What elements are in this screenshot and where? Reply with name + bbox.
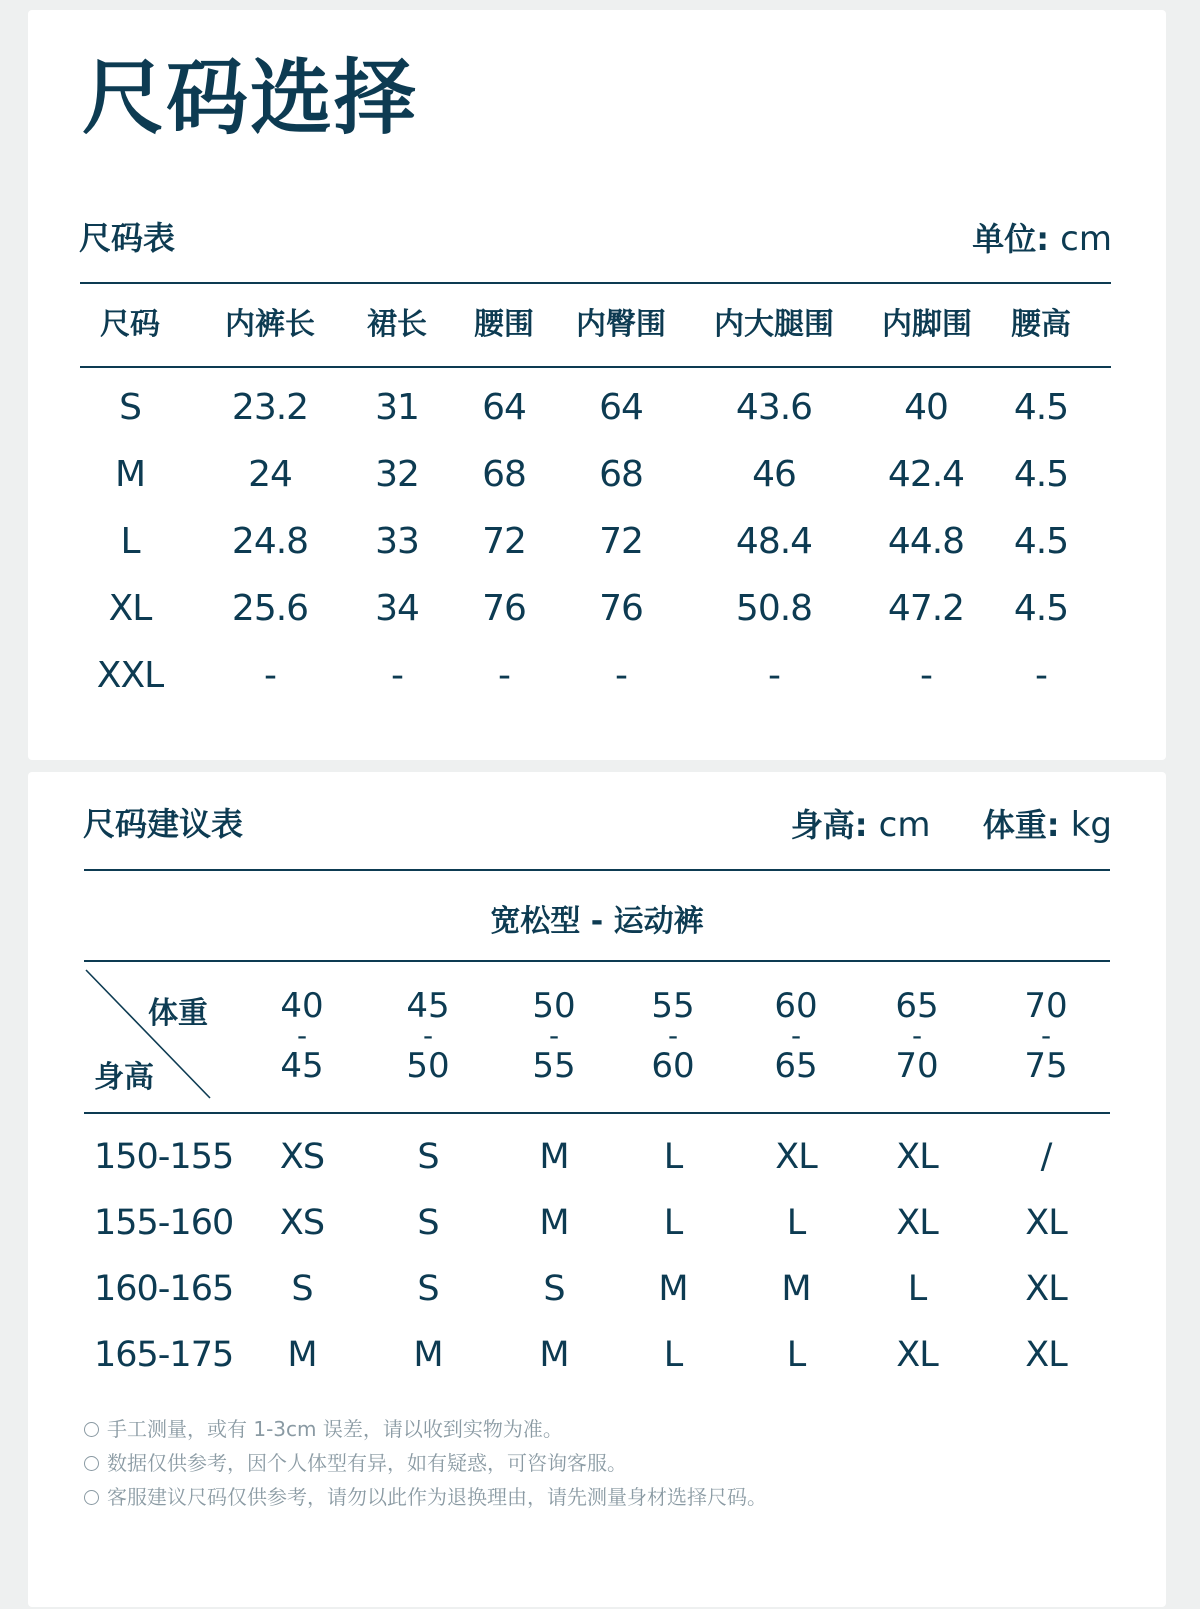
weight-range-header (502, 960, 606, 1112)
size-cell: M (781, 1269, 811, 1309)
size-cell: XS (279, 1137, 325, 1177)
circle-bullet-icon (84, 1456, 99, 1471)
height-range-cell: 165-175 (94, 1335, 234, 1375)
recommend-header-row (84, 960, 1110, 1112)
table-cell: 42.4 (887, 454, 965, 495)
size-cell: L (663, 1335, 683, 1375)
range-from: 45 (406, 986, 450, 1027)
note-item (84, 1446, 767, 1480)
column-header: 裙长 (367, 307, 427, 342)
size-cell: / (1040, 1137, 1052, 1177)
corner-height-label: 身高 (94, 1060, 154, 1095)
column-header: 腰高 (1011, 307, 1071, 342)
size-cell: M (658, 1269, 688, 1309)
range-to: 50 (406, 1045, 450, 1086)
column-header: 尺码 (100, 307, 160, 342)
recommend-header-rule (84, 1112, 1110, 1114)
table-cell: 68 (482, 454, 526, 495)
column-header: 内裤长 (225, 307, 315, 342)
height-range-cell: 155-160 (94, 1203, 234, 1243)
table-cell: - (615, 655, 627, 696)
table-cell: 4.5 (1013, 387, 1069, 428)
range-to: 45 (280, 1045, 324, 1086)
size-cell: S (417, 1137, 439, 1177)
recommend-table-units (790, 805, 1112, 845)
unit-value: cm (1060, 219, 1112, 259)
table-cell: - (264, 655, 276, 696)
table-row (82, 575, 1112, 642)
table-row (84, 1322, 1110, 1388)
height-range-cell: 150-155 (94, 1137, 234, 1177)
size-cell: XL (1025, 1203, 1067, 1243)
table-cell: 24 (248, 454, 292, 495)
range-to: 75 (1024, 1045, 1068, 1086)
size-cell: XL (896, 1137, 938, 1177)
table-cell: 76 (599, 588, 643, 629)
range-to: 65 (774, 1045, 818, 1086)
table-cell: 40 (904, 387, 948, 428)
table-cell: 34 (375, 588, 419, 629)
table-cell: 76 (482, 588, 526, 629)
column-header: 内臀围 (576, 307, 666, 342)
size-cell: M (287, 1335, 317, 1375)
table-cell: 50.8 (735, 588, 813, 629)
table-cell: 25.6 (231, 588, 309, 629)
range-from: 70 (1024, 986, 1068, 1027)
table-cell: XL (108, 588, 152, 629)
size-table-header-row (82, 284, 1112, 366)
note-text: 数据仅供参考，因个人体型有异，如有疑惑，可咨询客服。 (107, 1451, 627, 1475)
weight-unit-label: 体重: (982, 806, 1060, 844)
size-cell: XL (896, 1335, 938, 1375)
recommend-top-rule (84, 869, 1110, 871)
height-unit-value: cm (878, 805, 931, 845)
table-cell: 64 (599, 387, 643, 428)
range-from: 65 (895, 986, 939, 1027)
table-cell: 23.2 (231, 387, 309, 428)
size-cell: L (663, 1203, 683, 1243)
size-cell: M (539, 1137, 569, 1177)
range-dash: - (422, 1019, 434, 1053)
range-dash: - (790, 1019, 802, 1053)
table-cell: 72 (482, 521, 526, 562)
range-from: 60 (774, 986, 818, 1027)
table-cell: - (768, 655, 780, 696)
unit-label: 单位: (972, 220, 1050, 258)
range-dash: - (667, 1019, 679, 1053)
table-cell: 48.4 (735, 521, 813, 562)
table-row (84, 1124, 1110, 1190)
table-cell: 68 (599, 454, 643, 495)
table-cell: 64 (482, 387, 526, 428)
height-unit-label: 身高: (790, 806, 868, 844)
note-item (84, 1412, 767, 1446)
table-cell: 44.8 (887, 521, 965, 562)
table-cell: - (391, 655, 403, 696)
size-table-header-rule (80, 366, 1111, 368)
note-item (84, 1480, 767, 1514)
size-cell: XS (279, 1203, 325, 1243)
table-cell: 4.5 (1013, 521, 1069, 562)
weight-range-header (250, 960, 354, 1112)
size-table-title: 尺码表 (79, 219, 176, 257)
recommend-table-title: 尺码建议表 (83, 805, 244, 843)
table-cell: 46 (752, 454, 796, 495)
size-cell: XL (896, 1203, 938, 1243)
range-dash: - (1040, 1019, 1052, 1053)
size-cell: L (786, 1203, 806, 1243)
range-to: 60 (651, 1045, 695, 1086)
page-title: 尺码选择 (82, 51, 419, 146)
table-cell: L (120, 521, 140, 562)
table-cell: 32 (375, 454, 419, 495)
table-cell: - (920, 655, 932, 696)
table-row (82, 508, 1112, 575)
size-cell: L (663, 1137, 683, 1177)
table-cell: M (114, 454, 146, 495)
weight-range-header (982, 960, 1110, 1112)
range-dash: - (548, 1019, 560, 1053)
table-cell: XXL (96, 655, 164, 696)
table-cell: S (119, 387, 141, 428)
range-to: 70 (895, 1045, 939, 1086)
size-chart-card (28, 10, 1166, 760)
range-from: 55 (651, 986, 695, 1027)
column-header: 内脚围 (882, 307, 972, 342)
size-cell: XL (775, 1137, 817, 1177)
table-row (82, 374, 1112, 441)
range-from: 50 (532, 986, 576, 1027)
table-cell: 24.8 (231, 521, 309, 562)
size-cell: XL (1025, 1269, 1067, 1309)
column-header: 内大腿围 (714, 307, 834, 342)
weight-range-header (606, 960, 740, 1112)
size-cell: M (413, 1335, 443, 1375)
weight-unit-value: kg (1070, 805, 1112, 845)
table-row (84, 1190, 1110, 1256)
table-row (84, 1256, 1110, 1322)
table-cell: 47.2 (887, 588, 965, 629)
notes-list (84, 1412, 767, 1514)
range-from: 40 (280, 986, 324, 1027)
table-cell: 4.5 (1013, 454, 1069, 495)
note-text: 手工测量，或有 1-3cm 误差，请以收到实物为准。 (107, 1417, 563, 1441)
height-range-cell: 160-165 (94, 1269, 234, 1309)
table-row (82, 441, 1112, 508)
size-cell: S (417, 1203, 439, 1243)
circle-bullet-icon (84, 1490, 99, 1505)
circle-bullet-icon (84, 1422, 99, 1437)
size-cell: L (907, 1269, 927, 1309)
range-dash: - (911, 1019, 923, 1053)
weight-range-header (852, 960, 982, 1112)
table-cell: 4.5 (1013, 588, 1069, 629)
size-cell: M (539, 1203, 569, 1243)
weight-range-header (354, 960, 502, 1112)
size-table-unit (972, 219, 1112, 259)
size-cell: S (543, 1269, 565, 1309)
table-cell: 72 (599, 521, 643, 562)
size-recommend-card (28, 772, 1166, 1607)
corner-header-cell (84, 960, 250, 1112)
table-cell: 33 (375, 521, 419, 562)
corner-weight-label: 体重 (148, 996, 208, 1031)
range-to: 55 (532, 1045, 576, 1086)
recommend-subtitle: 宽松型 - 运动裤 (490, 904, 704, 939)
size-cell: XL (1025, 1335, 1067, 1375)
table-row (82, 642, 1112, 709)
range-dash: - (296, 1019, 308, 1053)
size-cell: S (417, 1269, 439, 1309)
table-cell: - (498, 655, 510, 696)
note-text: 客服建议尺码仅供参考，请勿以此作为退换理由，请先测量身材选择尺码。 (107, 1485, 767, 1509)
size-cell: L (786, 1335, 806, 1375)
table-cell: 43.6 (735, 387, 813, 428)
table-cell: - (1035, 655, 1047, 696)
table-cell: 31 (375, 387, 419, 428)
size-cell: M (539, 1335, 569, 1375)
weight-range-header (740, 960, 852, 1112)
column-header: 腰围 (474, 307, 534, 342)
size-cell: S (291, 1269, 313, 1309)
